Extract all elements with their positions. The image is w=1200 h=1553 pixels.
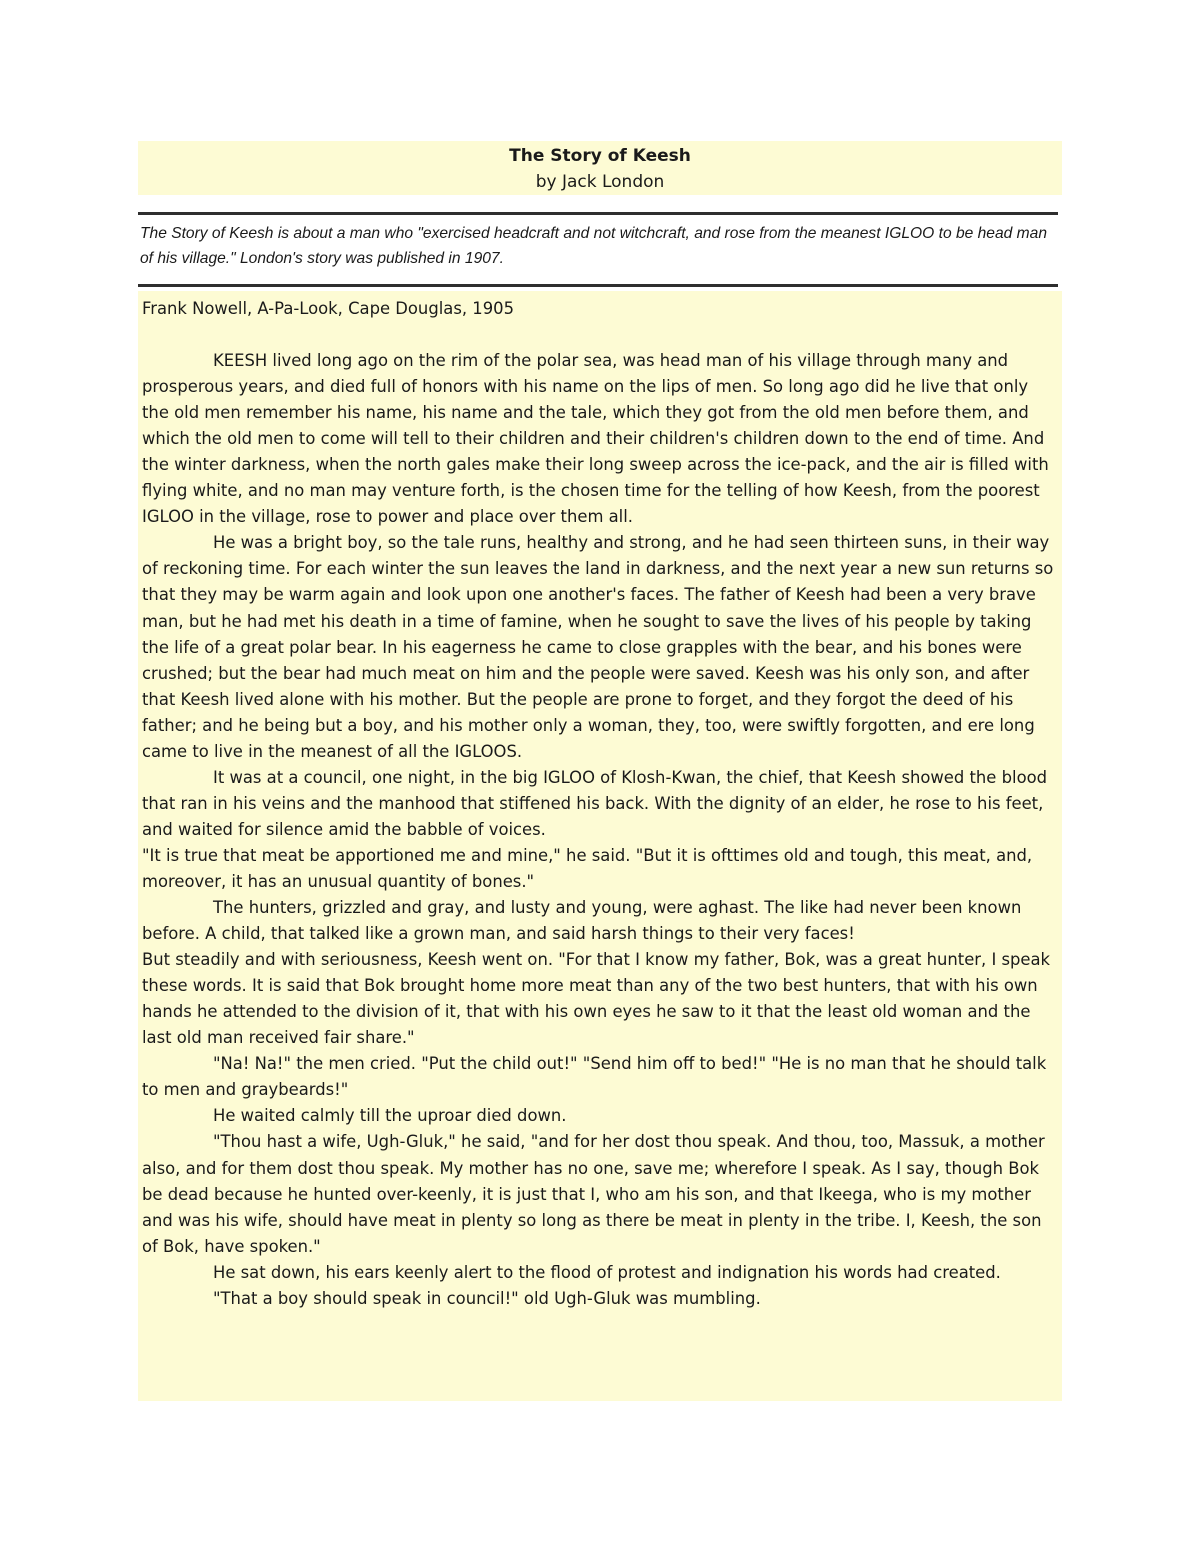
story-paragraph: He was a bright boy, so the tale runs, healthy and strong, and he had seen thirteen suns, in their way of reckoning time. For each winter the sun leaves the land in darkness, and the next year a new sun returns so that they may be warm again and look upon one another's faces. The father of Keesh had been a very brave man, but he had met his death in a time of famine, when he sought to save the lives of his people by taking the life of a great polar bear. In his eagerness he came to close grapples with the bear, and his bones were crushed; but the bear had much meat on him and the people were saved. Keesh was his only son, and after that Keesh lived alone with his mother. But the people are prone to forget, and they forgot the deed of his father; and he being but a boy, and his mother only a woman, they, too, were swiftly forgotten, and ere long came to live in the meanest of all the IGLOOS. (142, 533, 1054, 761)
story-text (142, 296, 1060, 1312)
document-title: The Story of Keesh (509, 146, 691, 166)
intro-summary: The Story of Keesh is about a man who "exercised headcraft and not witchcraft, and rose from the meanest IGLOO to be head man of his village." London's story was published in 1907. (140, 225, 1047, 267)
image-credit-caption: Frank Nowell, A-Pa-Look, Cape Douglas, 1905 (142, 299, 514, 318)
document-author: by Jack London (535, 172, 665, 192)
divider-bottom (138, 284, 1058, 287)
story-paragraph: "Na! Na!" the men cried. "Put the child out!" "Send him off to bed!" "He is no man that he should talk to men and graybeards!" (142, 1054, 1047, 1100)
story-paragraph: "It is true that meat be apportioned me and mine," he said. "But it is ofttimes old and tough, this meat, and, moreover, it has an unusual quantity of bones." (142, 845, 1033, 891)
story-paragraph: KEESH lived long ago on the rim of the polar sea, was head man of his village through many and prosperous years, and died full of honors with his name on the lips of men. So long ago did he live that only the old men remember his name, his name and the tale, which they got from the old men before them, and which the old men to come will tell to their children and their children's children down to the end of time. And the winter darkness, when the north gales make their long sweep across the ice-pack, and the air is filled with flying white, and no man may venture forth, is the chosen time for the telling of how Keesh, from the poorest IGLOO in the village, rose to power and place over them all. (142, 351, 1049, 527)
story-paragraph: The hunters, grizzled and gray, and lusty and young, were aghast. The like had never been known before. A child, that talked like a grown man, and said harsh things to their very faces! (142, 898, 1022, 944)
title-block (138, 141, 1062, 195)
story-paragraph: "Thou hast a wife, Ugh-Gluk," he said, "and for her dost thou speak. And thou, too, Massuk, a mother also, and for them dost thou speak. My mother has no one, save me; wherefore I speak. As I say, though Bok be dead because he hunted over-keenly, it is just that I, who am his son, and that Ikeega, who is my mother and was his wife, should have meat in plenty so long as there be meat in plenty in the tribe. I, Keesh, the son of Bok, have spoken." (142, 1132, 1045, 1256)
story-body (138, 291, 1062, 1401)
story-paragraph: "That a boy should speak in council!" old Ugh-Gluk was mumbling. (213, 1288, 761, 1308)
story-paragraph: It was at a council, one night, in the big IGLOO of Klosh-Kwan, the chief, that Keesh showed the blood that ran in his veins and the manhood that stiffened his back. With the dignity of an elder, he rose to his feet, and waited for silence amid the babble of voices. (142, 767, 1048, 839)
story-paragraph: But steadily and with seriousness, Keesh went on. "For that I know my father, Bok, was a great hunter, I speak these words. It is said that Bok brought home more meat than any of the two best hunters, that with his own hands he attended to the division of it, that with his own eyes he saw to it that the least old woman and the last old man received fair share." (142, 950, 1051, 1048)
story-paragraph: He sat down, his ears keenly alert to the flood of protest and indignation his words had created. (213, 1262, 1001, 1282)
story-paragraph: He waited calmly till the uproar died down. (213, 1106, 567, 1126)
divider-top (138, 212, 1058, 215)
